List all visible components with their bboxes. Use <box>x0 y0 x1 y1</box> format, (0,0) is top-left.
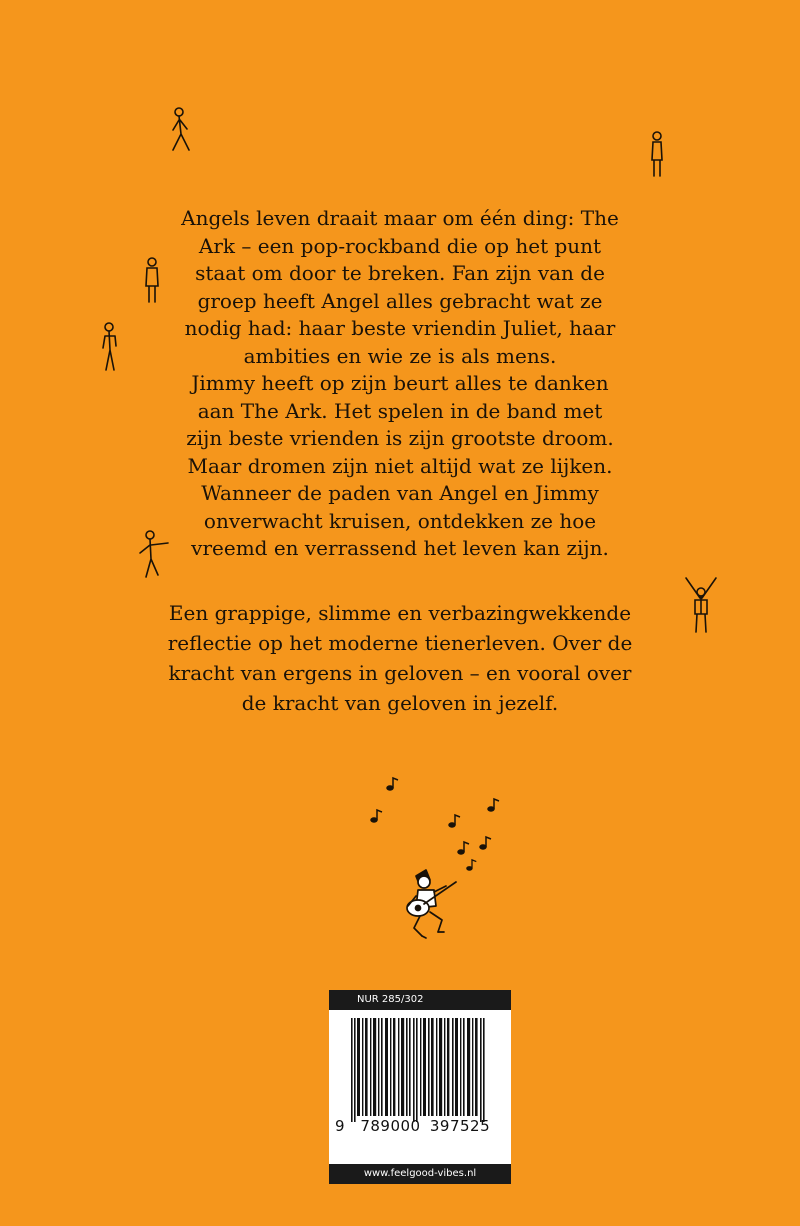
blurb-text <box>180 205 620 563</box>
isbn-group-2: 397525 <box>429 1117 491 1135</box>
guitarist-icon <box>396 866 464 944</box>
barcode-image <box>343 1018 497 1130</box>
music-note-icon <box>457 840 471 856</box>
music-note-icon <box>479 835 493 851</box>
cheering-person-icon <box>680 574 722 636</box>
isbn-number <box>335 1117 507 1135</box>
music-note-icon <box>448 813 462 829</box>
music-note-icon <box>487 797 501 813</box>
standing-person-icon <box>140 256 164 306</box>
blurb-paragraph-2: Jimmy heeft op zijn beurt alles te danken aan The Ark. Het spelen in de band met zijn beste vrienden is zijn grootste droom. Maar dromen zijn niet altijd wat ze lijken. Wanneer de paden van Angel en Jimmy onverwacht kruisen, ontdekken ze hoe vreemd en verrassend het leven kan zijn. <box>186 371 614 560</box>
website-link[interactable]: www.feelgood-vibes.nl <box>329 1164 511 1184</box>
music-note-icon <box>466 858 478 872</box>
standing-person-icon <box>645 130 669 180</box>
nur-code: NUR 285/302 <box>329 990 511 1010</box>
music-note-icon <box>370 808 384 824</box>
walking-person-icon <box>97 320 123 374</box>
blurb-paragraph-1: Angels leven draait maar om één ding: The Ark – een pop-rockband die op het punt staat om door te breken. Fan zijn van de groep heeft Angel alles gebracht wat ze nodig had: haar beste vriendin Juliet, haar ambities en wie ze is als mens. <box>181 206 619 368</box>
music-note-icon <box>386 776 400 792</box>
walking-person-icon <box>163 106 195 156</box>
isbn-group-1: 789000 <box>360 1117 421 1135</box>
tagline-text: Een grappige, slimme en verbazingwekkende reflectie op het moderne tienerleven. Over de kracht van ergens in geloven – en vooral over de kracht van geloven in jezelf. <box>167 601 633 715</box>
isbn-prefix: 9 <box>335 1117 346 1135</box>
dancing-person-icon <box>136 527 172 583</box>
barcode-block <box>329 990 511 1184</box>
